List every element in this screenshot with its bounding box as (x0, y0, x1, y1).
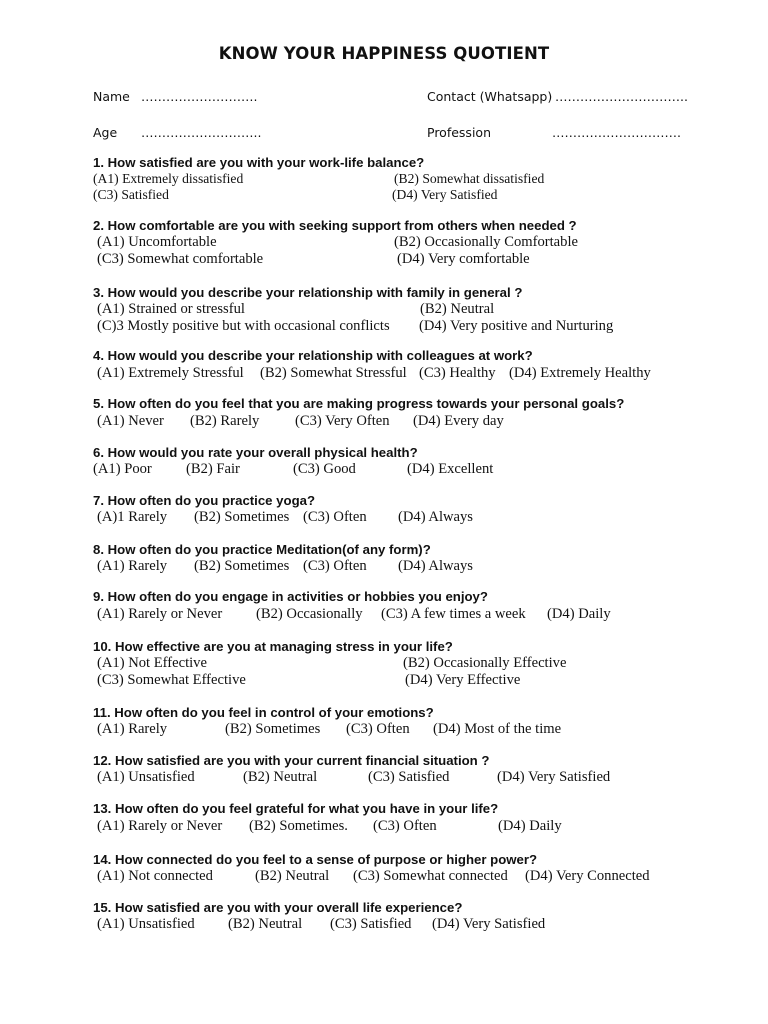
q11-option-c[interactable]: (C3) Often (346, 721, 410, 737)
q12-option-d[interactable]: (D4) Very Satisfied (497, 769, 611, 785)
q6-option-c[interactable]: (C3) Good (293, 461, 356, 477)
q10-option-a[interactable]: (A1) Not Effective (97, 655, 207, 671)
q10-option-c[interactable]: (C3) Somewhat Effective (97, 672, 246, 688)
age-field[interactable]: ……………………….. (141, 125, 262, 140)
q5-option-a[interactable]: (A1) Never (97, 413, 164, 429)
q1-option-c[interactable]: (C3) Satisfied (93, 187, 169, 202)
question-6: 6. How would you rate your overall physical health? (93, 445, 418, 460)
page-title: KNOW YOUR HAPPINESS QUOTIENT (218, 44, 550, 63)
q12-option-a[interactable]: (A1) Unsatisfied (97, 769, 195, 785)
q4-option-c[interactable]: (C3) Healthy (419, 365, 496, 381)
profession-field[interactable]: …………………………. (552, 125, 681, 140)
q1-option-d[interactable]: (D4) Very Satisfied (392, 187, 498, 202)
contact-label: Contact (Whatsapp) (427, 89, 553, 104)
q12-option-c[interactable]: (C3) Satisfied (368, 769, 450, 785)
q15-option-d[interactable]: (D4) Very Satisfied (432, 916, 546, 932)
name-field[interactable]: ………………………. (141, 89, 258, 104)
q14-option-a[interactable]: (A1) Not connected (97, 868, 213, 884)
q7-option-c[interactable]: (C3) Often (303, 509, 367, 525)
q10-option-b[interactable]: (B2) Occasionally Effective (403, 655, 567, 671)
question-5: 5. How often do you feel that you are making progress towards your personal goals? (93, 396, 625, 411)
q4-option-d[interactable]: (D4) Extremely Healthy (509, 365, 651, 381)
q13-option-d[interactable]: (D4) Daily (498, 818, 562, 834)
question-11: 11. How often do you feel in control of your emotions? (93, 705, 434, 720)
q14-option-d[interactable]: (D4) Very Connected (525, 868, 650, 884)
q9-option-a[interactable]: (A1) Rarely or Never (97, 606, 223, 622)
q11-option-a[interactable]: (A1) Rarely (97, 721, 168, 737)
q13-option-c[interactable]: (C3) Often (373, 818, 437, 834)
q1-option-b[interactable]: (B2) Somewhat dissatisfied (394, 171, 545, 186)
q2-option-b[interactable]: (B2) Occasionally Comfortable (394, 234, 578, 250)
q4-option-b[interactable]: (B2) Somewhat Stressful (260, 365, 407, 381)
question-14: 14. How connected do you feel to a sense of purpose or higher power? (93, 852, 538, 867)
age-label: Age (93, 125, 118, 140)
q11-option-b[interactable]: (B2) Sometimes (225, 721, 321, 737)
q2-option-c[interactable]: (C3) Somewhat comfortable (97, 251, 264, 267)
q8-option-a[interactable]: (A1) Rarely (97, 558, 168, 574)
question-10: 10. How effective are you at managing stress in your life? (93, 639, 453, 654)
q6-option-a[interactable]: (A1) Poor (93, 461, 152, 477)
q5-option-b[interactable]: (B2) Rarely (190, 413, 260, 429)
q5-option-d[interactable]: (D4) Every day (413, 413, 504, 429)
question-1: 1. How satisfied are you with your work-life balance? (93, 155, 425, 170)
question-2: 2. How comfortable are you with seeking support from others when needed ? (93, 218, 577, 233)
q3-option-a[interactable]: (A1) Strained or stressful (97, 301, 245, 317)
q14-option-b[interactable]: (B2) Neutral (255, 868, 330, 884)
q13-option-b[interactable]: (B2) Sometimes. (249, 818, 348, 834)
question-3: 3. How would you describe your relationship with family in general ? (93, 285, 523, 300)
question-12: 12. How satisfied are you with your current financial situation ? (93, 753, 490, 768)
q14-option-c[interactable]: (C3) Somewhat connected (353, 868, 508, 884)
q9-option-c[interactable]: (C3) A few times a week (381, 606, 526, 622)
q2-option-d[interactable]: (D4) Very comfortable (397, 251, 530, 267)
q12-option-b[interactable]: (B2) Neutral (243, 769, 318, 785)
contact-field[interactable]: ………………………….. (555, 89, 688, 104)
q13-option-a[interactable]: (A1) Rarely or Never (97, 818, 223, 834)
q5-option-c[interactable]: (C3) Very Often (295, 413, 390, 429)
q3-option-b[interactable]: (B2) Neutral (420, 301, 495, 317)
q9-option-d[interactable]: (D4) Daily (547, 606, 611, 622)
q3-option-d[interactable]: (D4) Very positive and Nurturing (419, 318, 614, 334)
profession-label: Profession (427, 125, 491, 140)
q1-option-a[interactable]: (A1) Extremely dissatisfied (93, 171, 244, 186)
name-label: Name (93, 89, 130, 104)
q7-option-d[interactable]: (D4) Always (398, 509, 473, 525)
q10-option-d[interactable]: (D4) Very Effective (405, 672, 521, 688)
q7-option-b[interactable]: (B2) Sometimes (194, 509, 290, 525)
q11-option-d[interactable]: (D4) Most of the time (433, 721, 562, 737)
q4-option-a[interactable]: (A1) Extremely Stressful (97, 365, 244, 381)
question-9: 9. How often do you engage in activities or hobbies you enjoy? (93, 589, 488, 604)
q15-option-c[interactable]: (C3) Satisfied (330, 916, 412, 932)
q8-option-b[interactable]: (B2) Sometimes (194, 558, 290, 574)
q15-option-a[interactable]: (A1) Unsatisfied (97, 916, 195, 932)
question-15: 15. How satisfied are you with your overall life experience? (93, 900, 463, 915)
q6-option-b[interactable]: (B2) Fair (186, 461, 240, 477)
q8-option-c[interactable]: (C3) Often (303, 558, 367, 574)
q2-option-a[interactable]: (A1) Uncomfortable (97, 234, 217, 250)
q3-option-c[interactable]: (C)3 Mostly positive but with occasional conflicts (97, 318, 390, 334)
q9-option-b[interactable]: (B2) Occasionally (256, 606, 363, 622)
question-4: 4. How would you describe your relationship with colleagues at work? (93, 348, 533, 363)
q8-option-d[interactable]: (D4) Always (398, 558, 473, 574)
question-7: 7. How often do you practice yoga? (93, 493, 316, 508)
q6-option-d[interactable]: (D4) Excellent (407, 461, 494, 477)
q15-option-b[interactable]: (B2) Neutral (228, 916, 303, 932)
question-8: 8. How often do you practice Meditation(of any form)? (93, 542, 431, 557)
q7-option-a[interactable]: (A)1 Rarely (97, 509, 168, 525)
question-13: 13. How often do you feel grateful for what you have in your life? (93, 801, 499, 816)
